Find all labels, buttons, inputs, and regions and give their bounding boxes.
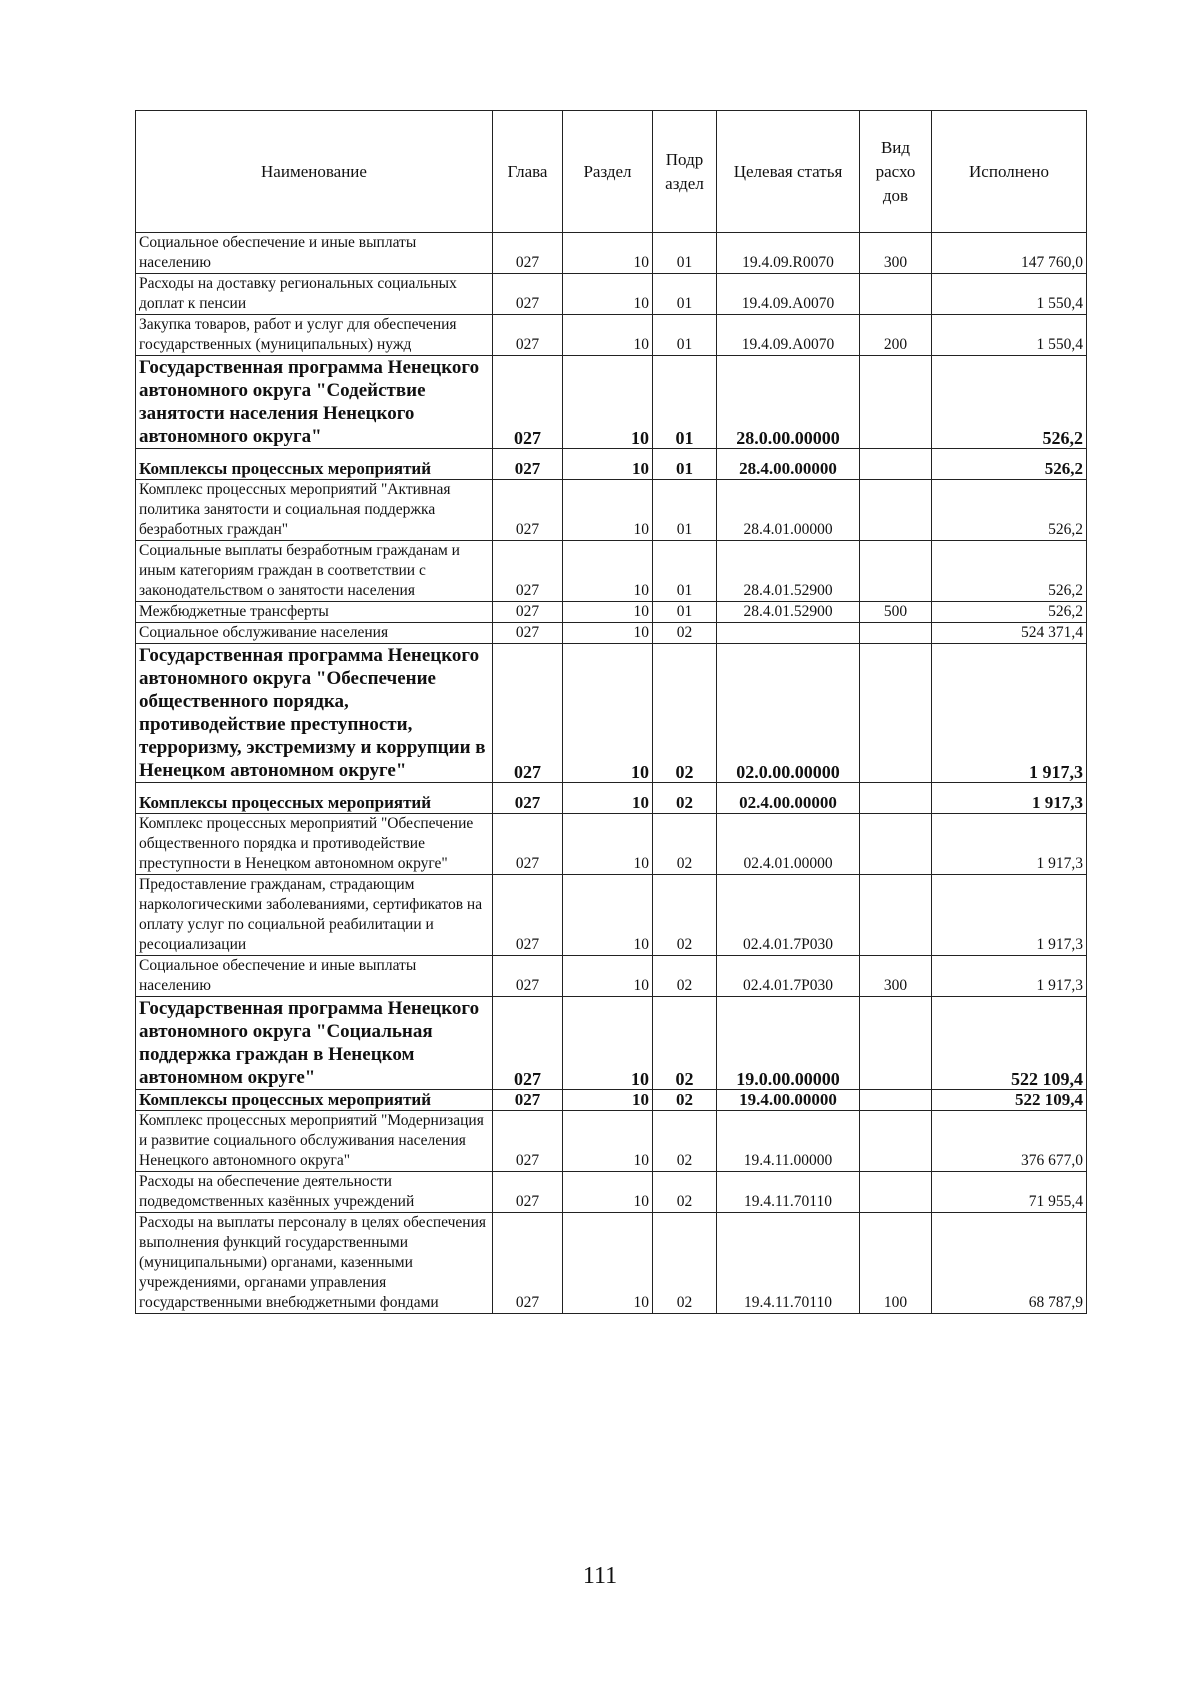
cell-chapter: 027 [493, 623, 563, 644]
cell-target [717, 623, 860, 644]
cell-type [860, 644, 932, 783]
header-expense-type: Вид расхо дов [860, 111, 932, 233]
header-section: Раздел [563, 111, 653, 233]
cell-type [860, 623, 932, 644]
cell-section: 10 [563, 449, 653, 480]
cell-executed: 526,2 [932, 541, 1087, 602]
cell-target: 19.0.00.00000 [717, 997, 860, 1090]
cell-executed: 526,2 [932, 602, 1087, 623]
cell-target: 28.4.00.00000 [717, 449, 860, 480]
cell-section: 10 [563, 480, 653, 541]
cell-name: Государственная программа Ненецкого автономного округа "Содействие занятости населения Ненецкого автономного округа" [136, 356, 493, 449]
cell-target: 28.4.01.52900 [717, 602, 860, 623]
cell-chapter: 027 [493, 956, 563, 997]
table-row [136, 956, 1087, 997]
cell-chapter: 027 [493, 644, 563, 783]
table-row [136, 1213, 1087, 1314]
cell-section: 10 [563, 1111, 653, 1172]
cell-section: 10 [563, 956, 653, 997]
cell-type [860, 814, 932, 875]
cell-executed: 526,2 [932, 356, 1087, 449]
cell-target: 19.4.00.00000 [717, 1090, 860, 1111]
cell-target: 02.4.00.00000 [717, 783, 860, 814]
cell-name: Комплекс процессных мероприятий "Активная политика занятости и социальная поддержка безработных граждан" [136, 480, 493, 541]
cell-executed: 1 917,3 [932, 956, 1087, 997]
cell-chapter: 027 [493, 1172, 563, 1213]
cell-section: 10 [563, 274, 653, 315]
table-row [136, 875, 1087, 956]
cell-type [860, 449, 932, 480]
header-subsection: Подр аздел [653, 111, 717, 233]
cell-type [860, 1172, 932, 1213]
table-row [136, 233, 1087, 274]
table-row [136, 814, 1087, 875]
cell-section: 10 [563, 1213, 653, 1314]
table-header-row [136, 111, 1087, 233]
page-number: 111 [582, 1563, 618, 1589]
cell-subsection: 02 [653, 644, 717, 783]
cell-chapter: 027 [493, 875, 563, 956]
cell-chapter: 027 [493, 274, 563, 315]
cell-name: Социальное обеспечение и иные выплаты населению [136, 956, 493, 997]
cell-subsection: 02 [653, 623, 717, 644]
cell-name: Государственная программа Ненецкого автономного округа "Социальная поддержка граждан в Ненецком автономном округе" [136, 997, 493, 1090]
cell-name: Комплексы процессных мероприятий [136, 783, 493, 814]
cell-target: 19.4.09.R0070 [717, 233, 860, 274]
cell-name: Расходы на доставку региональных социальных доплат к пенсии [136, 274, 493, 315]
cell-name: Комплекс процессных мероприятий "Модернизация и развитие социального обслуживания населения Ненецкого автономного округа" [136, 1111, 493, 1172]
table-row [136, 315, 1087, 356]
cell-chapter: 027 [493, 997, 563, 1090]
cell-type [860, 875, 932, 956]
cell-subsection: 01 [653, 233, 717, 274]
cell-executed: 147 760,0 [932, 233, 1087, 274]
cell-chapter: 027 [493, 541, 563, 602]
budget-table [135, 110, 1087, 1314]
cell-section: 10 [563, 875, 653, 956]
table-row [136, 783, 1087, 814]
cell-target: 28.4.01.52900 [717, 541, 860, 602]
cell-target: 02.4.01.7Р030 [717, 956, 860, 997]
cell-section: 10 [563, 541, 653, 602]
cell-executed: 376 677,0 [932, 1111, 1087, 1172]
table-row [136, 356, 1087, 449]
cell-type [860, 1111, 932, 1172]
cell-type: 500 [860, 602, 932, 623]
cell-executed: 1 917,3 [932, 644, 1087, 783]
cell-chapter: 027 [493, 1213, 563, 1314]
cell-name: Расходы на выплаты персоналу в целях обеспечения выполнения функций государственными (муниципальными) органами, казенными учреждениями, органами управления государственными внебюджетными фондами [136, 1213, 493, 1314]
table-row [136, 997, 1087, 1090]
cell-type: 100 [860, 1213, 932, 1314]
table-row [136, 644, 1087, 783]
cell-target: 19.4.09.A0070 [717, 274, 860, 315]
table-row [136, 541, 1087, 602]
cell-chapter: 027 [493, 602, 563, 623]
table-row [136, 449, 1087, 480]
cell-subsection: 01 [653, 602, 717, 623]
cell-executed: 68 787,9 [932, 1213, 1087, 1314]
cell-subsection: 01 [653, 356, 717, 449]
table-body [136, 233, 1087, 1314]
cell-target: 02.0.00.00000 [717, 644, 860, 783]
cell-target: 28.0.00.00000 [717, 356, 860, 449]
cell-target: 02.4.01.00000 [717, 814, 860, 875]
cell-section: 10 [563, 997, 653, 1090]
table-row [136, 623, 1087, 644]
cell-name: Социальное обслуживание населения [136, 623, 493, 644]
cell-type: 300 [860, 956, 932, 997]
cell-name: Комплексы процессных мероприятий [136, 449, 493, 480]
cell-section: 10 [563, 623, 653, 644]
cell-subsection: 01 [653, 315, 717, 356]
cell-name: Государственная программа Ненецкого автономного округа "Обеспечение общественного порядка, противодействие преступности, терроризму, экстремизму и коррупции в Ненецком автономном округе" [136, 644, 493, 783]
cell-executed: 522 109,4 [932, 997, 1087, 1090]
table-row [136, 274, 1087, 315]
cell-name: Закупка товаров, работ и услуг для обеспечения государственных (муниципальных) нужд [136, 315, 493, 356]
cell-section: 10 [563, 233, 653, 274]
cell-name: Комплекс процессных мероприятий "Обеспечение общественного порядка и противодействие преступности в Ненецком автономном округе" [136, 814, 493, 875]
cell-section: 10 [563, 783, 653, 814]
cell-type: 300 [860, 233, 932, 274]
cell-target: 19.4.11.70110 [717, 1213, 860, 1314]
cell-subsection: 02 [653, 814, 717, 875]
cell-section: 10 [563, 814, 653, 875]
cell-subsection: 02 [653, 956, 717, 997]
cell-name: Социальное обеспечение и иные выплаты населению [136, 233, 493, 274]
cell-chapter: 027 [493, 783, 563, 814]
cell-subsection: 02 [653, 875, 717, 956]
table-row [136, 1172, 1087, 1213]
cell-executed: 522 109,4 [932, 1090, 1087, 1111]
cell-type [860, 997, 932, 1090]
cell-section: 10 [563, 644, 653, 783]
cell-subsection: 02 [653, 783, 717, 814]
cell-subsection: 02 [653, 1172, 717, 1213]
cell-chapter: 027 [493, 315, 563, 356]
cell-chapter: 027 [493, 480, 563, 541]
cell-type [860, 274, 932, 315]
cell-subsection: 02 [653, 1111, 717, 1172]
cell-subsection: 01 [653, 541, 717, 602]
cell-name: Расходы на обеспечение деятельности подведомственных казённых учреждений [136, 1172, 493, 1213]
cell-executed: 1 917,3 [932, 783, 1087, 814]
cell-type [860, 783, 932, 814]
cell-target: 28.4.01.00000 [717, 480, 860, 541]
cell-executed: 524 371,4 [932, 623, 1087, 644]
cell-subsection: 01 [653, 480, 717, 541]
cell-section: 10 [563, 315, 653, 356]
cell-subsection: 02 [653, 997, 717, 1090]
cell-subsection: 01 [653, 449, 717, 480]
cell-name: Предоставление гражданам, страдающим наркологическими заболеваниями, сертификатов на оплату услуг по социальной реабилитации и ресоциализации [136, 875, 493, 956]
cell-type [860, 1090, 932, 1111]
cell-section: 10 [563, 1172, 653, 1213]
table-row [136, 1111, 1087, 1172]
cell-name: Социальные выплаты безработным гражданам и иным категориям граждан в соответствии с законодательством о занятости населения [136, 541, 493, 602]
header-name: Наименование [136, 111, 493, 233]
cell-subsection: 02 [653, 1090, 717, 1111]
header-chapter: Глава [493, 111, 563, 233]
table-row [136, 602, 1087, 623]
cell-executed: 526,2 [932, 480, 1087, 541]
table-row [136, 1090, 1087, 1111]
cell-name: Комплексы процессных мероприятий [136, 1090, 493, 1111]
cell-type [860, 480, 932, 541]
cell-executed: 1 917,3 [932, 814, 1087, 875]
cell-chapter: 027 [493, 1090, 563, 1111]
cell-chapter: 027 [493, 814, 563, 875]
cell-target: 19.4.09.A0070 [717, 315, 860, 356]
cell-executed: 1 917,3 [932, 875, 1087, 956]
cell-chapter: 027 [493, 449, 563, 480]
cell-chapter: 027 [493, 1111, 563, 1172]
cell-section: 10 [563, 602, 653, 623]
cell-subsection: 02 [653, 1213, 717, 1314]
cell-target: 19.4.11.00000 [717, 1111, 860, 1172]
cell-executed: 1 550,4 [932, 315, 1087, 356]
cell-type [860, 356, 932, 449]
cell-chapter: 027 [493, 233, 563, 274]
cell-name: Межбюджетные трансферты [136, 602, 493, 623]
header-executed: Исполнено [932, 111, 1087, 233]
cell-chapter: 027 [493, 356, 563, 449]
cell-target: 02.4.01.7Р030 [717, 875, 860, 956]
cell-section: 10 [563, 356, 653, 449]
cell-executed: 526,2 [932, 449, 1087, 480]
table-row [136, 480, 1087, 541]
cell-subsection: 01 [653, 274, 717, 315]
header-target: Целевая статья [717, 111, 860, 233]
cell-type [860, 541, 932, 602]
cell-executed: 71 955,4 [932, 1172, 1087, 1213]
cell-executed: 1 550,4 [932, 274, 1087, 315]
cell-target: 19.4.11.70110 [717, 1172, 860, 1213]
cell-type: 200 [860, 315, 932, 356]
cell-section: 10 [563, 1090, 653, 1111]
